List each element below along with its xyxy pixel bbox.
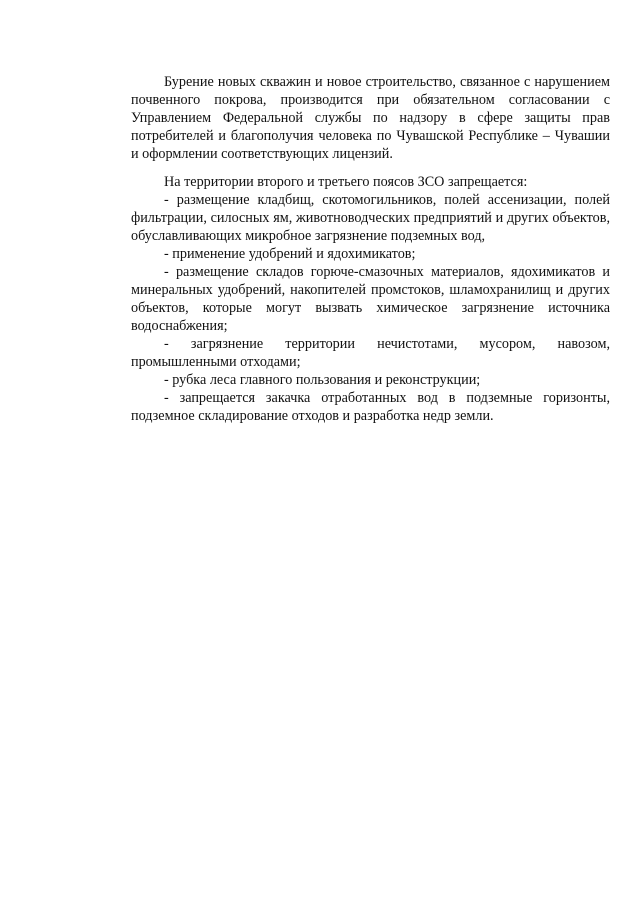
restrictions-heading: На территории второго и третьего поясов ЗСО запрещается: [164, 174, 528, 190]
restriction-item-injection: - запрещается закачка отработанных вод в подземные горизонты, подземное складирование отходов и разработка недр земли. [131, 390, 610, 424]
restriction-item-pollution: - загрязнение территории нечистотами, мусором, навозом, промышленными отходами; [131, 336, 610, 370]
restriction-item-fuel-storage: - размещение складов горюче-смазочных материалов, ядохимикатов и минеральных удобрений, накопителей промстоков, шламохранилищ и других объектов, которые могут вызвать химическое загрязнение источника водоснабжения; [131, 264, 610, 334]
restriction-item-fertilizers: - применение удобрений и ядохимикатов; [164, 246, 416, 262]
restriction-item-logging: - рубка леса главного пользования и реконструкции; [164, 372, 481, 388]
drilling-section [131, 73, 610, 163]
restrictions-section [131, 173, 610, 425]
drilling-paragraph: Бурение новых скважин и новое строительство, связанное с нарушением почвенного покрова, производится при обязательном согласовании с Управлением Федеральной службы по надзору в сфере защиты прав потребителей и благополучия человека по Чувашской Республике – Чувашии и оформлении соответствующих лицензий. [131, 74, 610, 162]
restriction-item-cemeteries: - размещение кладбищ, скотомогильников, полей ассенизации, полей фильтрации, силосных ям, животноводческих предприятий и других объектов, обуславливающих микробное загрязнение подземных вод, [131, 192, 610, 244]
